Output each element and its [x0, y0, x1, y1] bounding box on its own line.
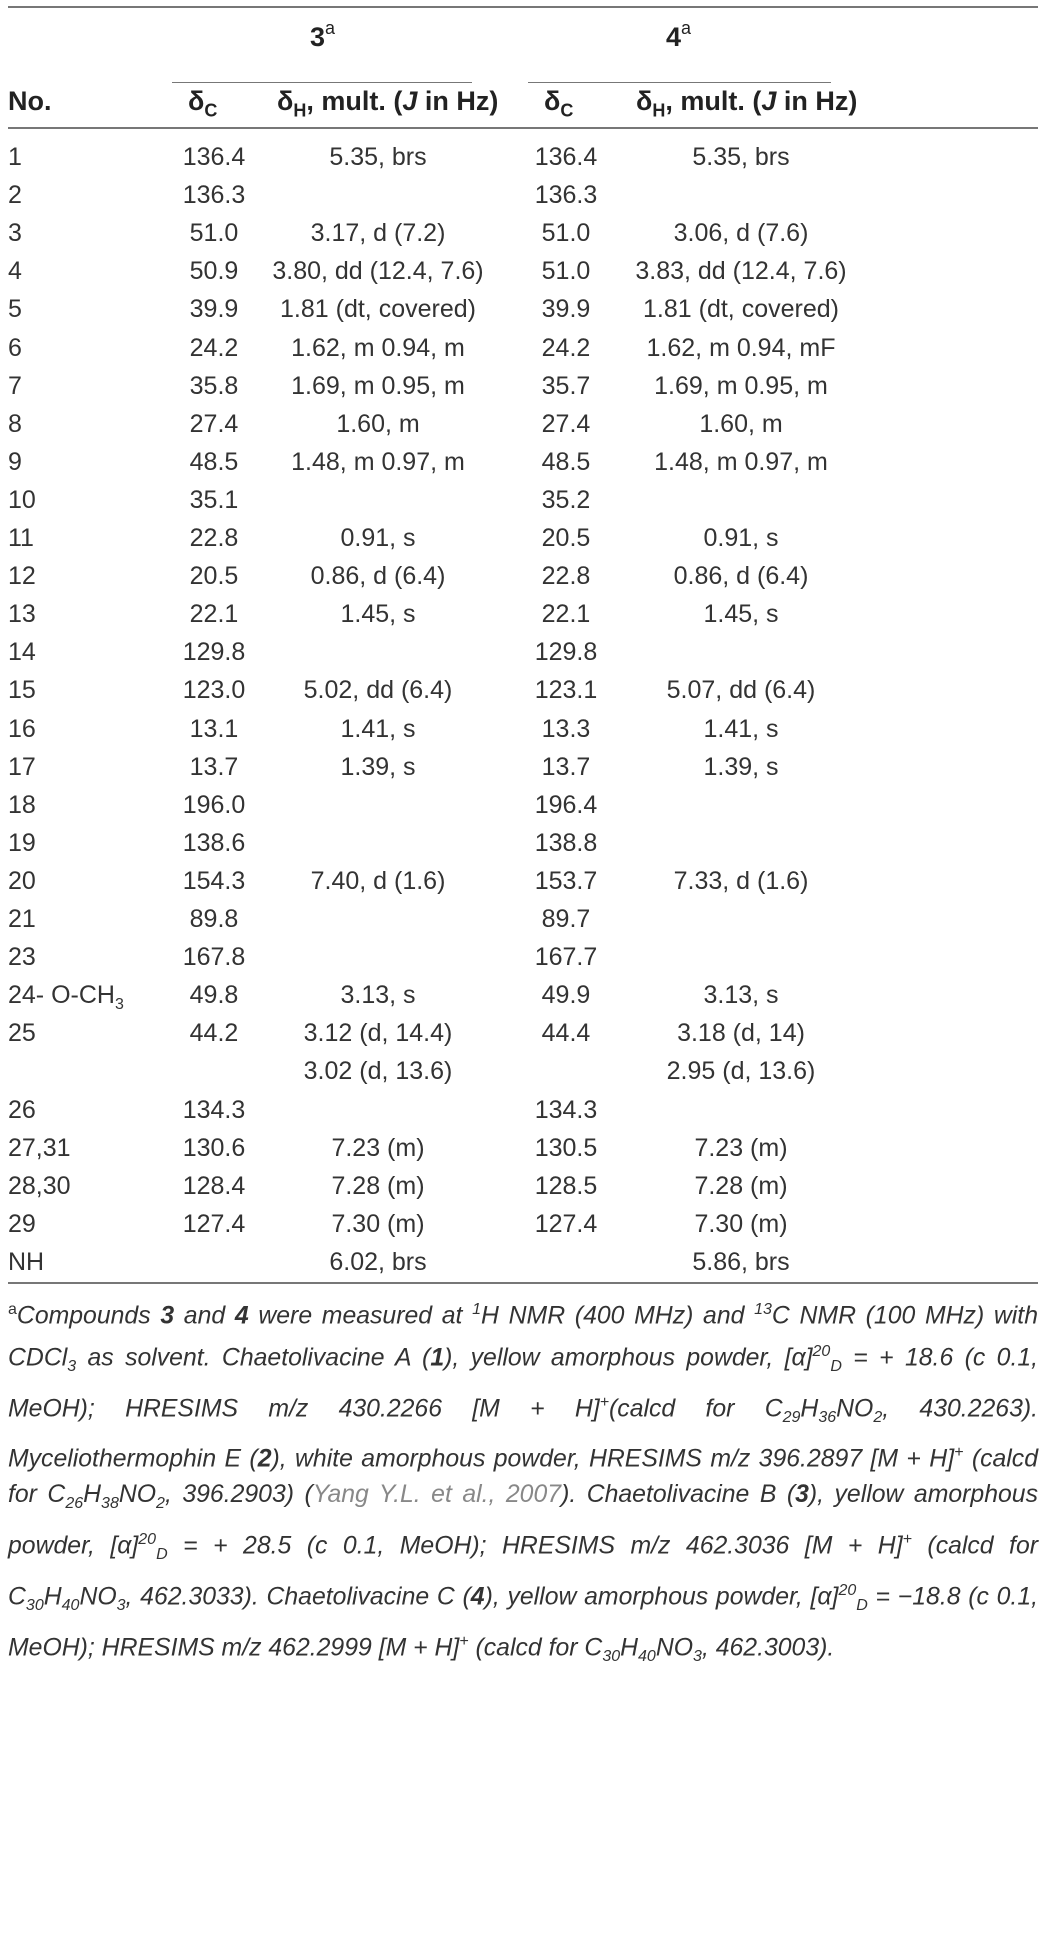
footnote-text: H: [83, 1481, 102, 1509]
cell-dh4: 1.69, m 0.95, m: [654, 371, 828, 400]
cell-dc4: 130.5: [534, 1133, 598, 1162]
footnote-text: , 430.2263). Myceliothermophin E (: [8, 1394, 1039, 1473]
cell-no: 13: [8, 600, 36, 629]
cell-no: 1: [8, 143, 22, 171]
cell-dh4: 1.62, m 0.94, mF: [646, 333, 836, 362]
cell-dc3: 129.8: [182, 638, 246, 667]
cell-dh4: 1.81 (dt, covered): [643, 295, 839, 324]
table-footnote: [8, 1292, 1038, 1674]
cell-dh4: 1.48, m 0.97, m: [654, 447, 828, 476]
footnote-text: , 462.3033). Chaetolivacine C (: [125, 1582, 471, 1610]
cell-dh3: 7.40, d (1.6): [310, 866, 446, 895]
footnote-text: Compounds: [16, 1302, 161, 1330]
isotope-sup: 1: [472, 1301, 482, 1318]
cell-dh3: 1.48, m 0.97, m: [291, 447, 465, 476]
formula-sub: 30: [25, 1596, 44, 1614]
cell-dh3: 5.02, dd (6.4): [303, 676, 453, 705]
header-bottom-rule: [8, 127, 1038, 129]
cell-dc3: 127.4: [182, 1209, 246, 1238]
cell-dc3: 128.4: [182, 1171, 246, 1200]
compound-ref: 4: [470, 1582, 485, 1610]
cell-dc3: 49.8: [189, 981, 239, 1010]
cell-no: 2: [8, 181, 22, 210]
cell-dh4: 7.28 (m): [694, 1171, 788, 1200]
table-row: [8, 829, 1038, 867]
header-delta-c-4: [544, 86, 573, 121]
cell-dc4: 39.9: [541, 295, 591, 324]
cell-dh4: 7.30 (m): [694, 1209, 788, 1238]
cell-no: 16: [8, 714, 36, 743]
table-row: [8, 257, 1038, 295]
table-row: [8, 410, 1038, 448]
rotation-d: D: [830, 1358, 842, 1376]
table-row: [8, 181, 1038, 219]
compound-4-header: [666, 20, 691, 53]
footnote-text: and: [174, 1302, 235, 1330]
table-row: [8, 448, 1038, 486]
table-row: [8, 1172, 1038, 1210]
footnote-text: ), yellow amorphous powder, [α]: [444, 1344, 813, 1372]
footnote-text: (calcd for C: [8, 1445, 1038, 1509]
compound-ref: 3: [160, 1302, 175, 1330]
footnote-mark: a: [8, 1301, 17, 1318]
formula-sub: 38: [101, 1495, 119, 1513]
compound-3-header: [310, 20, 335, 53]
cell-dc4: 20.5: [541, 524, 591, 552]
cell-dc4: 51.0: [541, 257, 591, 286]
compound-4-footnote-mark: a: [681, 18, 692, 38]
formula-sub: 2: [156, 1495, 165, 1513]
cell-no: 3: [8, 219, 22, 248]
cell-dc4: 24.2: [541, 333, 591, 362]
table-row: [8, 867, 1038, 905]
cell-dc3: 44.2: [189, 1019, 239, 1048]
table-row: [8, 1096, 1038, 1134]
cell-dc3: 20.5: [189, 562, 239, 591]
cell-dh3: 7.23 (m): [331, 1133, 425, 1162]
cell-no: 24- $O-CH_3$: [8, 981, 124, 1014]
delta-symbol: δ: [277, 86, 294, 116]
table-row: [8, 486, 1038, 524]
cell-dc4: 13.7: [541, 752, 591, 781]
cell-dc3: 196.0: [182, 790, 246, 819]
cell-dh4: 3.83, dd (12.4, 7.6): [635, 257, 847, 286]
cell-no: 26: [8, 1095, 36, 1124]
cell-no: 12: [8, 562, 36, 591]
cell-dc3: 22.8: [189, 524, 239, 552]
delta-c-sub: C: [560, 100, 574, 121]
rotation-temp: 20: [138, 1530, 157, 1548]
cell-no: 27,31: [8, 1133, 71, 1162]
formula-sub: 36: [818, 1408, 837, 1426]
cell-dh4: 1.60, m: [699, 409, 783, 438]
cell-no: 8: [8, 409, 22, 438]
cell-no: 28,30: [8, 1171, 71, 1200]
cell-dh3: 3.12 (d, 14.4): [303, 1019, 453, 1048]
cell-dc4: 48.5: [541, 447, 591, 476]
table-row: [8, 219, 1038, 257]
cell-no: 6: [8, 333, 22, 362]
table-row: [8, 372, 1038, 410]
cell-dc3: 136.3: [182, 181, 246, 210]
cell-dh4: 5.35, brs: [692, 143, 790, 171]
cell-dh4: 7.23 (m): [694, 1133, 788, 1162]
cell-dh3: 7.28 (m): [331, 1171, 425, 1200]
cell-dc4: 128.5: [534, 1171, 598, 1200]
cell-dh3: 3.80, dd (12.4, 7.6): [272, 257, 484, 286]
table-top-rule: [8, 6, 1038, 8]
cell-dh3: 1.45, s: [340, 600, 416, 629]
cell-dc4: 44.4: [541, 1019, 591, 1048]
cell-no: 20: [8, 866, 36, 895]
cell-dh3: 7.30 (m): [331, 1209, 425, 1238]
footnote-text: (calcd for C: [468, 1633, 603, 1661]
delta-h-sub: H: [293, 100, 307, 121]
cell-dh3: 1.41, s: [340, 714, 416, 743]
cell-dc4: 123.1: [534, 676, 598, 705]
table-row: [8, 1210, 1038, 1248]
footnote-text: ), white amorphous powder, HRESIMS m/z 396.2897 [M + H]: [271, 1445, 955, 1473]
cell-dc4: 136.4: [534, 143, 598, 171]
footnote-text: NO: [836, 1394, 874, 1422]
footnote-text: ), yellow amorphous powder, [α]: [8, 1481, 1038, 1560]
footnote-text: H: [620, 1633, 639, 1661]
footnote-text: = + 18.6 (c 0.1, MeOH); HRESIMS m/z 430.2266 [M + H]: [8, 1344, 1039, 1422]
cell-dc3: 35.8: [189, 371, 239, 400]
formula-sub: 3: [693, 1647, 702, 1665]
cell-no: 25: [8, 1019, 36, 1048]
table-row: [8, 638, 1038, 676]
compound-ref: 4: [234, 1302, 249, 1330]
compound-3-footnote-mark: a: [325, 18, 336, 38]
cell-dh3: 1.81 (dt, covered): [280, 295, 476, 324]
delta-c-sub: C: [204, 100, 218, 121]
cell-dh4: 0.91, s: [703, 524, 779, 552]
formula-sub: 3: [116, 1596, 126, 1614]
cell-dc4: 134.3: [534, 1095, 598, 1124]
compound-ref: 3: [795, 1481, 809, 1509]
cell-no: 14: [8, 638, 36, 667]
footnote-text: as solvent. Chaetolivacine A (: [76, 1344, 431, 1372]
cell-dh3: 0.91, s: [340, 524, 416, 552]
cell-dc3: 136.4: [182, 143, 246, 171]
cell-no: 4: [8, 257, 22, 286]
footnote-text: NO: [118, 1481, 157, 1509]
cell-dc4: 138.8: [534, 828, 598, 857]
cell-no: 5: [8, 295, 22, 324]
cell-no: 23: [8, 943, 36, 972]
cell-dc3: 39.9: [189, 295, 239, 324]
footnote-text: H NMR (400 MHz) and: [481, 1302, 755, 1330]
cell-no: 19: [8, 828, 36, 857]
footnote-text: (calcd for C: [609, 1394, 783, 1422]
cell-dc3: 138.6: [182, 828, 246, 857]
footnote-text: , 396.2903) (: [164, 1481, 313, 1509]
header-hz: in Hz): [417, 86, 499, 116]
table-row: [8, 715, 1038, 753]
header-j: J: [402, 86, 418, 116]
cell-dc4: 27.4: [541, 409, 591, 438]
cell-dc4: 22.1: [541, 600, 591, 629]
delta-symbol: δ: [636, 86, 653, 116]
cell-dc3: 48.5: [189, 447, 239, 476]
formula-sub: 3: [67, 1358, 77, 1376]
delta-h-sub: H: [652, 100, 666, 121]
cell-dc4: 153.7: [534, 866, 598, 895]
cell-dh4: 0.86, d (6.4): [673, 562, 809, 591]
header-mult-text: , mult. (: [665, 86, 762, 116]
cell-dc4: 13.3: [541, 714, 591, 743]
cell-dh4: 2.95 (d, 13.6): [666, 1057, 816, 1086]
formula-sub: 3: [114, 996, 124, 1014]
formula-sub: 29: [782, 1408, 801, 1426]
cell-dc4: 51.0: [541, 219, 591, 248]
cell-dc3: 134.3: [182, 1095, 246, 1124]
cell-no: 15: [8, 676, 36, 705]
charge-sup: +: [459, 1632, 469, 1650]
footnote-text: , 462.3003).: [701, 1633, 835, 1661]
cell-dc4: 136.3: [534, 181, 598, 210]
footnote-text: = −18.8 (c 0.1, MeOH); HRESIMS m/z 462.2999 [M + H]: [8, 1582, 1038, 1661]
cell-dh3: 0.86, d (6.4): [310, 562, 446, 591]
table-row: [8, 753, 1038, 791]
header-delta-c-3: [188, 86, 217, 121]
cell-dh3: 1.62, m 0.94, m: [291, 333, 465, 362]
cell-dc3: 13.1: [189, 714, 239, 743]
cell-no: 21: [8, 905, 36, 933]
compound-3-label: 3: [310, 22, 326, 52]
footnote-text: NO: [655, 1633, 694, 1661]
cell-dc3: 154.3: [182, 866, 246, 895]
rotation-temp: 20: [838, 1581, 857, 1599]
cell-dc4: 35.2: [541, 485, 591, 514]
table-row: [8, 943, 1038, 981]
cell-dc4: 129.8: [534, 638, 598, 667]
cell-dh3: 1.69, m 0.95, m: [291, 371, 465, 400]
rotation-temp: 20: [812, 1342, 831, 1360]
compound-ref: 1: [430, 1344, 445, 1372]
cell-no: 18: [8, 790, 36, 819]
cell-dc3: 13.7: [189, 752, 239, 781]
table-row: [8, 1019, 1038, 1057]
cell-no: 29: [8, 1209, 36, 1238]
header-delta-h-4: [636, 86, 857, 121]
cell-dc3: 123.0: [182, 676, 246, 705]
footnote-text: C NMR (100 MHz) with CDCl: [8, 1302, 1038, 1372]
compound-4-span-rule: [528, 82, 831, 83]
header-no: No.: [8, 86, 52, 116]
formula-sub: 2: [873, 1408, 883, 1426]
rotation-d: D: [156, 1546, 168, 1564]
cell-dc4: 22.8: [541, 562, 591, 591]
charge-sup: +: [599, 1393, 610, 1411]
cell-dh3: 3.02 (d, 13.6): [303, 1057, 453, 1086]
cell-dc3: 22.1: [189, 600, 239, 629]
footnote-text: ). Chaetolivacine B (: [561, 1481, 796, 1509]
delta-symbol: δ: [544, 86, 561, 116]
cell-dc4: 167.7: [534, 943, 598, 972]
cell-dh3: 1.60, m: [336, 409, 420, 438]
table-row: [8, 295, 1038, 333]
table-row: [8, 143, 1038, 181]
cell-dh3: 5.35, brs: [329, 143, 427, 171]
footnote-text: NO: [79, 1582, 117, 1610]
table-row: [8, 334, 1038, 372]
cell-dh4: 3.18 (d, 14): [677, 1019, 805, 1048]
formula-sub: 40: [61, 1596, 80, 1614]
isotope-sup: 13: [754, 1301, 772, 1318]
cell-dh4: 1.45, s: [703, 600, 779, 629]
formula-sub: 26: [65, 1495, 84, 1513]
footnote-text: H: [43, 1582, 62, 1610]
cell-dc3: 35.1: [189, 485, 239, 514]
footnote-text: H: [800, 1394, 819, 1422]
citation-link[interactable]: Yang Y.L. et al., 2007: [312, 1481, 562, 1509]
cell-no: 7: [8, 371, 22, 400]
cell-dc3: 167.8: [182, 943, 246, 972]
charge-sup: +: [902, 1530, 912, 1548]
compound-ref: 2: [257, 1445, 272, 1473]
rotation-d: D: [856, 1596, 868, 1614]
table-bottom-rule: [8, 1282, 1038, 1284]
cell-dh3: 3.17, d (7.2): [310, 219, 446, 248]
footnote-text: were measured at: [248, 1302, 473, 1330]
footnote-text: = + 28.5 (c 0.1, MeOH); HRESIMS m/z 462.3036 [M + H]: [167, 1532, 903, 1560]
cell-dc4: 49.9: [541, 981, 591, 1010]
cell-dc3: 24.2: [189, 333, 239, 362]
footnote-text: ), yellow amorphous powder, [α]: [484, 1582, 839, 1610]
cell-dh4: 3.06, d (7.6): [673, 219, 809, 248]
table-row: [8, 562, 1038, 600]
cell-no: NH: [8, 1247, 45, 1276]
charge-sup: +: [954, 1444, 964, 1462]
header-j: J: [761, 86, 777, 116]
table-row: [8, 791, 1038, 829]
cell-dc3: 130.6: [182, 1133, 246, 1162]
cell-dh4: 7.33, d (1.6): [673, 866, 809, 895]
header-delta-h-3: [277, 86, 498, 121]
cell-dc3: 89.8: [189, 905, 239, 933]
cell-dc4: 89.7: [541, 905, 591, 933]
compound-4-label: 4: [666, 22, 682, 52]
table-row: [8, 981, 1038, 1019]
cell-dc3: 50.9: [189, 257, 239, 286]
cell-dh4: 5.07, dd (6.4): [666, 676, 816, 705]
cell-no: 17: [8, 752, 36, 781]
cell-dh4: 1.39, s: [703, 752, 779, 781]
cell-dh3: 6.02, brs: [329, 1247, 427, 1276]
cell-no: 9: [8, 447, 22, 476]
delta-symbol: δ: [188, 86, 205, 116]
formula-sub: 40: [638, 1647, 656, 1665]
cell-dh4: 3.13, s: [703, 981, 779, 1010]
table-row: [8, 600, 1038, 638]
header-mult-text: , mult. (: [306, 86, 403, 116]
table-row: [8, 524, 1038, 562]
cell-dc4: 196.4: [534, 790, 598, 819]
header-hz: in Hz): [776, 86, 858, 116]
table-row: [8, 1057, 1038, 1095]
cell-dh4: 1.41, s: [703, 714, 779, 743]
cell-dc3: 51.0: [189, 219, 239, 248]
cell-dc4: 127.4: [534, 1209, 598, 1238]
formula-sub: 30: [602, 1647, 621, 1665]
cell-dh3: 3.13, s: [340, 981, 416, 1010]
cell-no: 11: [8, 524, 34, 552]
cell-dh3: 1.39, s: [340, 752, 416, 781]
table-row: [8, 676, 1038, 714]
cell-dh4: 5.86, brs: [692, 1247, 790, 1276]
cell-dc4: 35.7: [541, 371, 591, 400]
footnote-text: (calcd for C: [8, 1532, 1038, 1610]
cell-dc3: 27.4: [189, 409, 239, 438]
table-row: [8, 1248, 1038, 1286]
compound-3-span-rule: [172, 82, 472, 83]
cell-no: 10: [8, 485, 36, 514]
table-row: [8, 905, 1038, 943]
table-row: [8, 1134, 1038, 1172]
